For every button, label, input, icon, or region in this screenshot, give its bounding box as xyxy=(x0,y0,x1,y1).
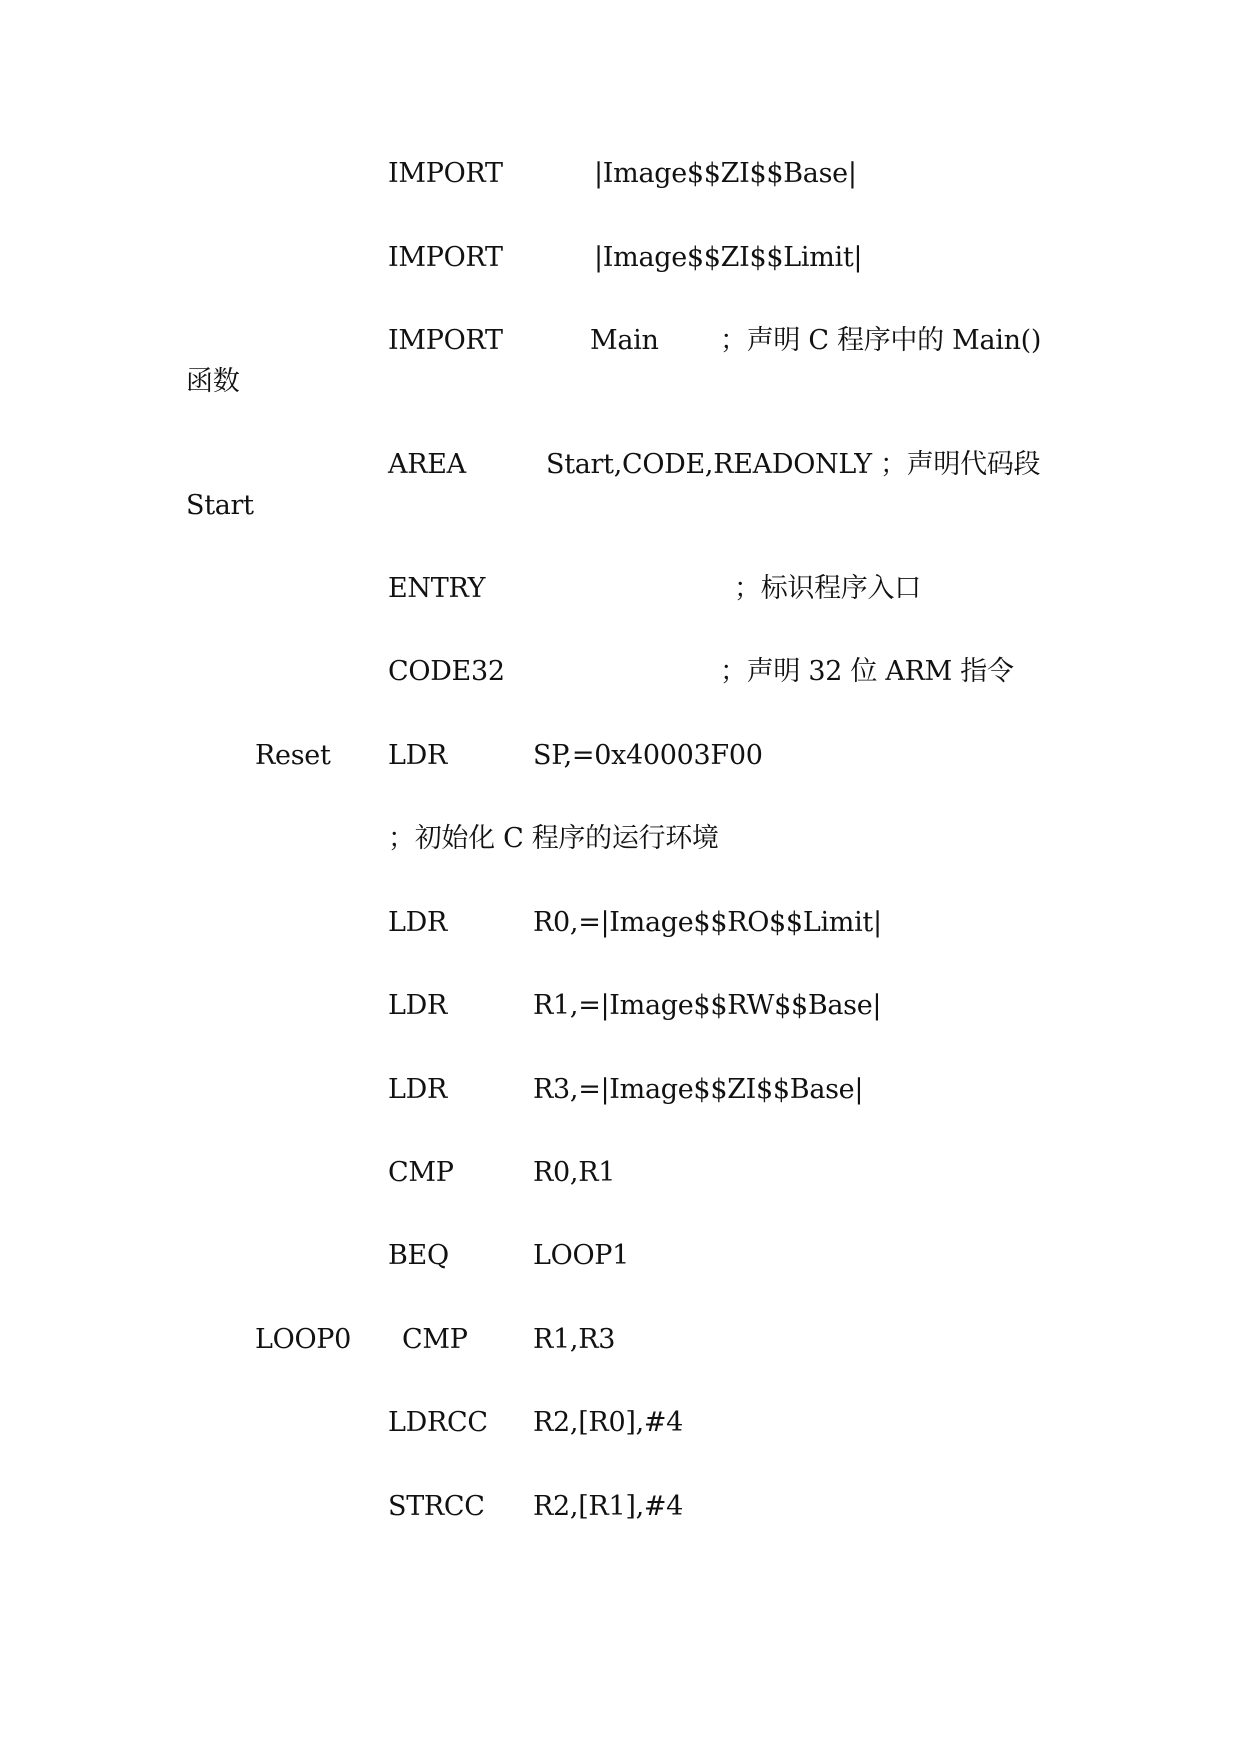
code-opcode: BEQ xyxy=(388,1240,449,1271)
code-opcode: CODE32 xyxy=(388,656,505,687)
code-opcode: LDR xyxy=(388,907,448,938)
code-opcode: LDR xyxy=(388,990,448,1021)
code-label: Reset xyxy=(255,740,331,771)
code-comment: ；初始化 C 程序的运行环境 xyxy=(388,823,719,854)
code-opcode: IMPORT xyxy=(388,325,503,356)
code-operand: R2,[R1],#4 xyxy=(533,1491,684,1522)
code-operand: Start,CODE,READONLY xyxy=(546,449,872,480)
code-operand: R2,[R0],#4 xyxy=(533,1407,684,1438)
code-opcode: LDR xyxy=(388,740,448,771)
code-opcode: STRCC xyxy=(388,1491,485,1522)
code-operand: R3,=|Image$$ZI$$Base| xyxy=(533,1074,864,1105)
code-operand: SP,=0x40003F00 xyxy=(533,740,763,771)
code-operand: |Image$$ZI$$Limit| xyxy=(594,242,863,273)
code-opcode: ENTRY xyxy=(388,573,486,604)
code-operand: R1,R3 xyxy=(533,1324,616,1355)
code-comment-wrap: 函数 xyxy=(186,366,240,397)
code-operand: R1,=|Image$$RW$$Base| xyxy=(533,990,882,1021)
code-opcode: IMPORT xyxy=(388,242,503,273)
code-operand: |Image$$ZI$$Base| xyxy=(594,158,857,189)
code-comment-wrap: Start xyxy=(186,490,254,521)
code-operand: R0,=|Image$$RO$$Limit| xyxy=(533,907,882,938)
code-opcode: CMP xyxy=(402,1324,468,1355)
code-comment: ；标识程序入口 xyxy=(734,573,921,604)
code-comment: ；声明代码段 xyxy=(880,449,1041,480)
code-opcode: IMPORT xyxy=(388,158,503,189)
code-operand: R0,R1 xyxy=(533,1157,616,1188)
code-label: LOOP0 xyxy=(255,1324,352,1355)
code-opcode: LDR xyxy=(388,1074,448,1105)
code-comment: ；声明 C 程序中的 Main() xyxy=(720,325,1042,356)
code-comment: ；声明 32 位 ARM 指令 xyxy=(720,656,1014,687)
code-opcode: AREA xyxy=(388,449,466,480)
code-opcode: LDRCC xyxy=(388,1407,488,1438)
code-opcode: CMP xyxy=(388,1157,454,1188)
code-operand: Main xyxy=(590,325,659,356)
code-operand: LOOP1 xyxy=(533,1240,630,1271)
